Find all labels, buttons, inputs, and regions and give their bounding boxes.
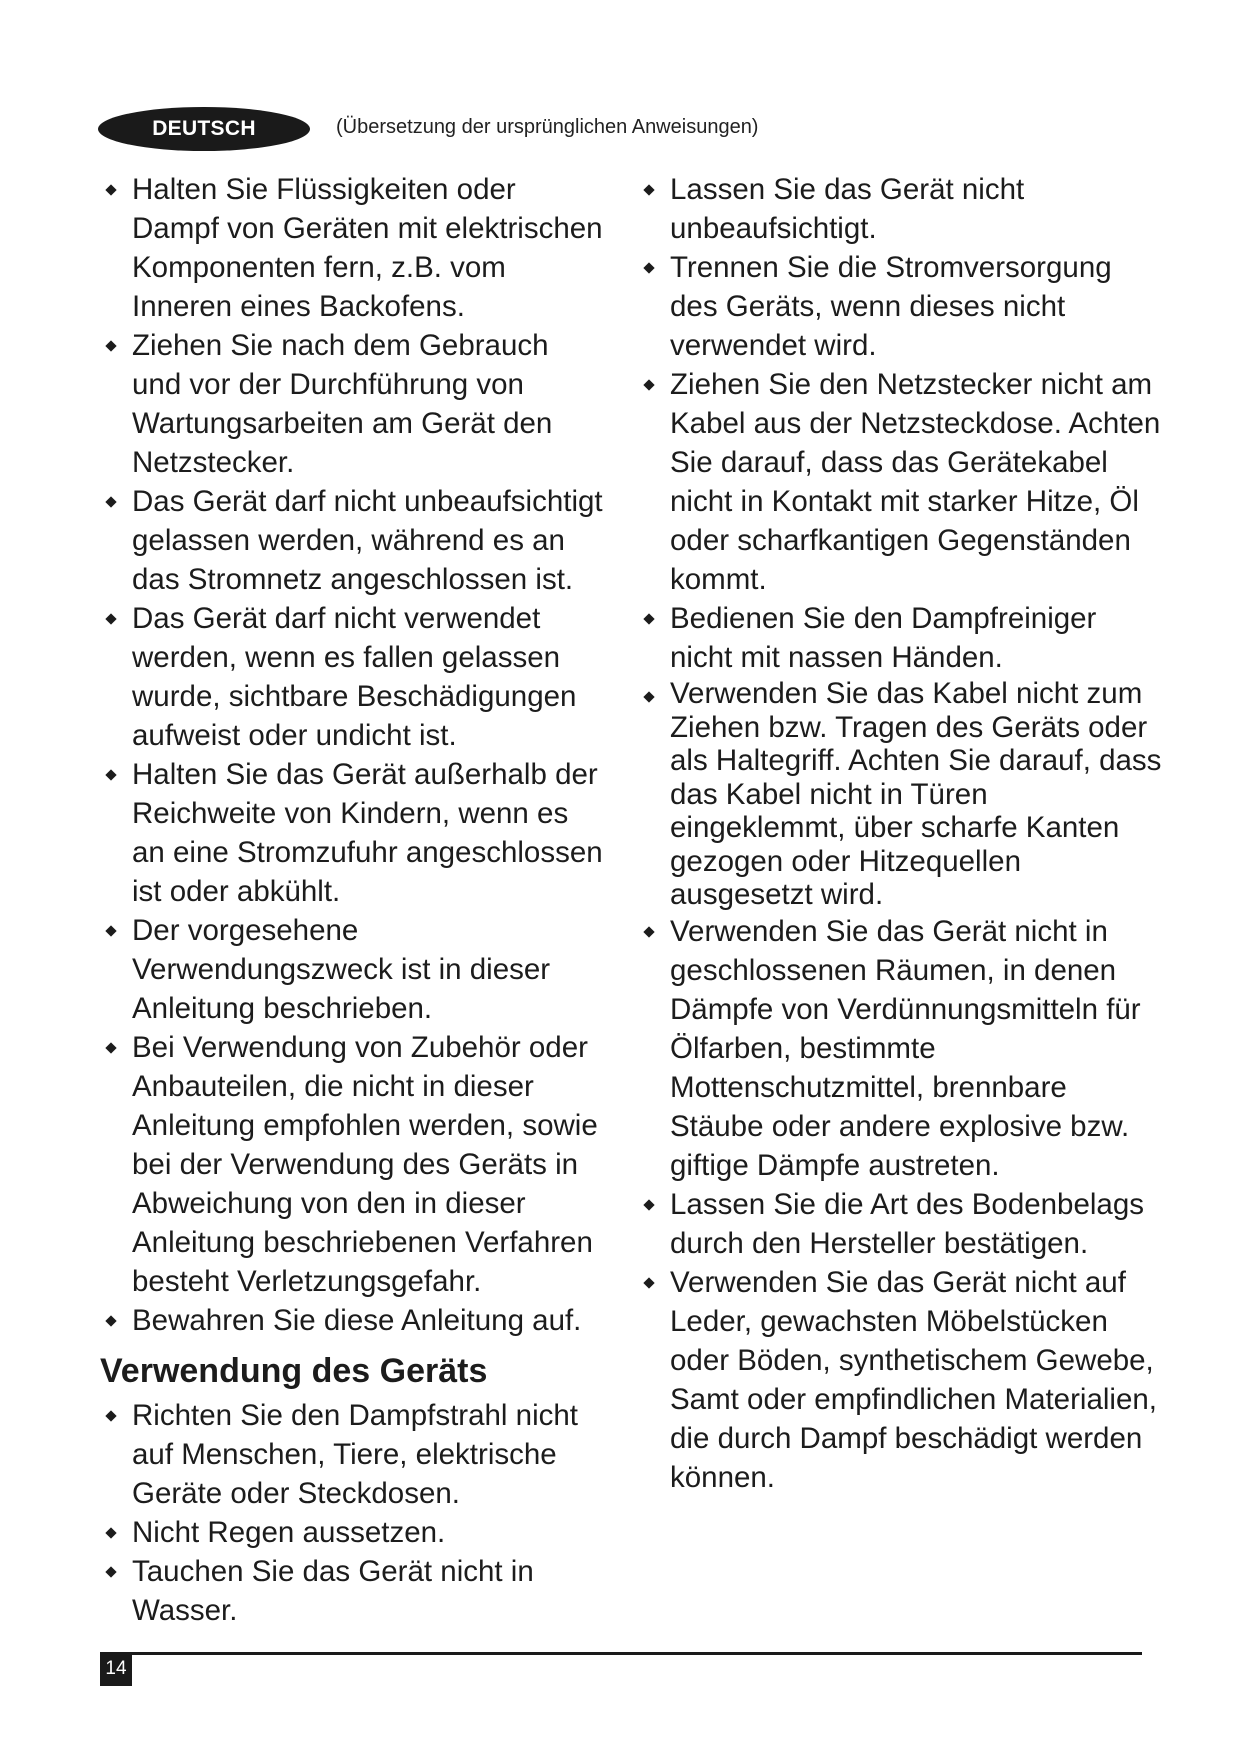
- list-item-text: Richten Sie den Dampfstrahl nicht auf Menschen, Tiere, elektrische Geräte oder Steckdosen.: [132, 1399, 579, 1510]
- language-badge: DEUTSCH: [98, 107, 310, 151]
- diamond-bullet-icon: [105, 496, 116, 507]
- list-item: [642, 912, 1162, 1185]
- list-item: [642, 248, 1162, 365]
- list-item: [104, 1396, 604, 1513]
- diamond-bullet-icon: [643, 1277, 654, 1288]
- diamond-bullet-icon: [105, 613, 116, 624]
- list-item: [104, 755, 604, 911]
- list-item-text: Nicht Regen aussetzen.: [132, 1516, 446, 1549]
- list-item-text: Bedienen Sie den Dampfreiniger nicht mit nassen Händen.: [670, 602, 1097, 674]
- list-item: [642, 1263, 1162, 1497]
- diamond-bullet-icon: [643, 691, 654, 702]
- usage-list: [104, 1396, 604, 1630]
- list-item: [642, 1185, 1162, 1263]
- right-column: [642, 170, 1162, 1497]
- diamond-bullet-icon: [105, 1410, 116, 1421]
- list-item: [104, 482, 604, 599]
- list-item: [104, 1028, 604, 1301]
- list-item-text: Trennen Sie die Stromversorgung des Geräts, wenn dieses nicht verwendet wird.: [670, 251, 1112, 362]
- list-item-text: Der vorgesehene Verwendungszweck ist in dieser Anleitung beschrieben.: [132, 914, 551, 1025]
- list-item-text: Ziehen Sie den Netzstecker nicht am Kabel aus der Netzsteckdose. Achten Sie darauf, dass das Gerätekabel nicht in Kontakt mit starker Hitze, Öl oder scharfkantigen Gegenständen kommt.: [670, 368, 1161, 596]
- list-item: [642, 170, 1162, 248]
- diamond-bullet-icon: [105, 1566, 116, 1577]
- list-item-text: Lassen Sie das Gerät nicht unbeaufsichtigt.: [670, 173, 1025, 245]
- footer-rule: [100, 1652, 1142, 1655]
- list-item-text: Lassen Sie die Art des Bodenbelags durch den Hersteller bestätigen.: [670, 1187, 1144, 1260]
- list-item: [642, 677, 1162, 912]
- list-item-text: Bewahren Sie diese Anleitung auf.: [132, 1304, 582, 1337]
- page-number: 14: [100, 1652, 132, 1686]
- list-item: [642, 365, 1162, 599]
- list-item-text: Bei Verwendung von Zubehör oder Anbauteilen, die nicht in dieser Anleitung empfohlen werden, sowie bei der Verwendung des Geräts in Abweichung von den in dieser Anleitung beschriebenen Verfahren besteht Verletzungsgefahr.: [132, 1031, 598, 1298]
- list-item: [104, 1301, 604, 1340]
- diamond-bullet-icon: [105, 925, 116, 936]
- list-item: [104, 911, 604, 1028]
- list-item-text: Verwenden Sie das Kabel nicht zum Ziehen bzw. Tragen des Geräts oder als Haltegriff. Achten Sie darauf, dass das Kabel nicht in Türen eingeklemmt, über scharfe Kanten gezogen oder Hitzequellen ausgesetzt wird.: [670, 677, 1162, 911]
- safety-list-left: [104, 170, 604, 1340]
- list-item: [104, 599, 604, 755]
- list-item-text: Halten Sie das Gerät außerhalb der Reichweite von Kindern, wenn es an eine Stromzufuhr angeschlossen ist oder abkühlt.: [132, 758, 603, 908]
- list-item: [104, 170, 604, 326]
- list-item-text: Ziehen Sie nach dem Gebrauch und vor der Durchführung von Wartungsarbeiten am Gerät den Netzstecker.: [132, 329, 553, 479]
- diamond-bullet-icon: [643, 184, 654, 195]
- section-heading: Verwendung des Geräts: [100, 1352, 488, 1390]
- list-item: [642, 599, 1162, 677]
- list-item-text: Verwenden Sie das Gerät nicht in geschlossenen Räumen, in denen Dämpfe von Verdünnungsmitteln für Ölfarben, bestimmte Mottenschutzmittel, brennbare Stäube oder andere explosive bzw. giftige Dämpfe austreten.: [670, 914, 1141, 1182]
- list-item-text: Halten Sie Flüssigkeiten oder Dampf von Geräten mit elektrischen Komponenten fern, z.B. vom Inneren eines Backofens.: [132, 173, 603, 323]
- diamond-bullet-icon: [105, 1527, 116, 1538]
- header-subtitle: (Übersetzung der ursprünglichen Anweisungen): [336, 116, 759, 138]
- diamond-bullet-icon: [105, 1042, 116, 1053]
- left-column: [100, 170, 604, 1630]
- diamond-bullet-icon: [105, 340, 116, 351]
- safety-list-right: [642, 170, 1162, 1497]
- list-item-text: Verwenden Sie das Gerät nicht auf Leder, gewachsten Möbelstücken oder Böden, synthetischem Gewebe, Samt oder empfindlichen Materialien, die durch Dampf beschädigt werden können.: [670, 1265, 1157, 1494]
- list-item-text: Tauchen Sie das Gerät nicht in Wasser.: [132, 1555, 534, 1627]
- list-item: [104, 326, 604, 482]
- diamond-bullet-icon: [105, 184, 116, 195]
- diamond-bullet-icon: [105, 1315, 116, 1326]
- diamond-bullet-icon: [643, 926, 654, 937]
- diamond-bullet-icon: [643, 379, 654, 390]
- diamond-bullet-icon: [643, 1199, 654, 1210]
- list-item: [104, 1552, 604, 1630]
- list-item: [104, 1513, 604, 1552]
- diamond-bullet-icon: [643, 262, 654, 273]
- list-item-text: Das Gerät darf nicht verwendet werden, wenn es fallen gelassen wurde, sichtbare Beschädigungen aufweist oder undicht ist.: [132, 602, 577, 752]
- list-item-text: Das Gerät darf nicht unbeaufsichtigt gelassen werden, während es an das Stromnetz angeschlossen ist.: [132, 485, 603, 596]
- diamond-bullet-icon: [105, 769, 116, 780]
- diamond-bullet-icon: [643, 613, 654, 624]
